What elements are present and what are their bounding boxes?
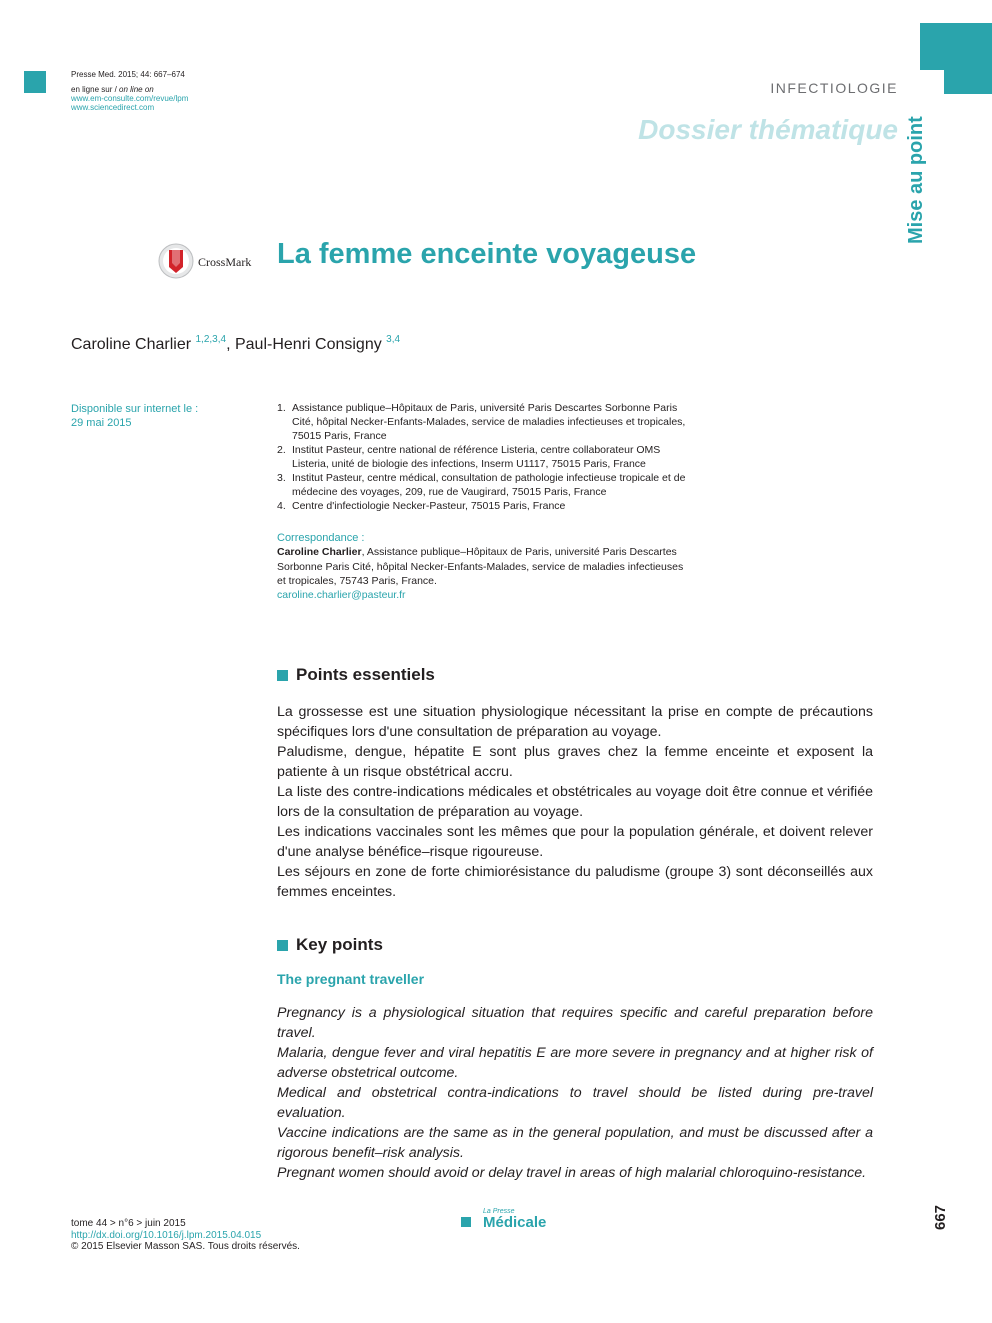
heading-square-icon (277, 940, 288, 951)
author-name: Paul-Henri Consigny (234, 336, 382, 353)
correspondence-label: Correspondance : (277, 532, 365, 544)
affiliation-item: 1. Assistance publique–Hôpitaux de Paris, université Paris Descartes Sorbonne Paris Cité, hôpital Necker-Enfants-Malades, service de maladies infectieuses et tropicales, 75015 Paris, France (277, 402, 686, 442)
article-title: La femme enceinte voyageuse (277, 238, 697, 270)
heading-square-icon (277, 670, 288, 681)
affiliation-item: 3. Institut Pasteur, centre médical, consultation de pathologie infectieuse tropicale et de médecine des voyages, 209, rue de Vaugirard, 75015 Paris, France (277, 472, 686, 498)
logo-big-text: Médicale (483, 1214, 547, 1231)
correspondence-address: Caroline Charlier, Assistance publique–Hôpitaux de Paris, université Paris Descartes Sorbonne Paris Cité, hôpital Necker-Enfants-Malades, service de maladies infectieuses et tropicales, 75743 Paris, France. (277, 546, 684, 587)
corner-square-decoration (24, 71, 46, 93)
logo-square-icon (461, 1217, 471, 1227)
key-points-subtitle: The pregnant traveller (277, 971, 425, 987)
points-essentiels-heading: Points essentiels (277, 665, 435, 685)
authors-line: Caroline Charlier $^{1,2,3,4}$, Paul-Henri Consigny $^{3,4}$ (71, 334, 401, 353)
footer-info (71, 1218, 300, 1253)
list-item: La liste des contre-indications médicales et obstétricales au voyage doit être connue et vérifiée lors de la consultation de préparation au voyage. (277, 784, 873, 820)
author-affiliation-refs: 3,4 (386, 334, 401, 345)
affiliations-list (277, 401, 687, 513)
list-item: Pregnant women should avoid or delay travel in areas of high malarial chloroquino-resistance. (277, 1165, 867, 1181)
sciencedirect-link[interactable]: www.sciencedirect.com (71, 103, 155, 112)
list-item: Les séjours en zone de forte chimiorésistance du paludisme (groupe 3) sont déconseillés aux femmes enceintes. (277, 864, 873, 900)
affiliation-item: 4. Centre d'infectiologie Necker-Pasteur, 75015 Paris, France (277, 500, 566, 512)
affiliation-item: 2. Institut Pasteur, centre national de référence Listeria, centre collaborateur OMS Listeria, unité de biologie des infections, Inserm U1117, 75015 Paris, France (277, 444, 661, 470)
crossmark-label: CrossMark (198, 255, 252, 269)
crossmark-icon (158, 243, 194, 279)
copyright: © 2015 Elsevier Masson SAS. Tous droits réservés. (71, 1241, 300, 1252)
points-essentiels-list (277, 702, 873, 902)
availability-date: 29 mai 2015 (71, 417, 132, 429)
em-consulte-link[interactable]: www.em-consulte.com/revue/lpm (71, 94, 189, 103)
availability-label: Disponible sur internet le : (71, 403, 199, 415)
page-number: 667 (932, 1204, 949, 1230)
logo-small-text: La Presse (483, 1208, 515, 1215)
key-points-list (277, 1003, 873, 1183)
list-item: Medical and obstetrical contra-indications to travel should be listed during pre-travel evaluation. (277, 1085, 873, 1121)
key-points-heading: Key points (277, 935, 383, 955)
section-label: INFECTIOLOGIE (770, 80, 898, 96)
issue-info: tome 44 > n°6 > juin 2015 (71, 1218, 186, 1229)
dossier-label: Dossier thématique (638, 114, 898, 145)
correspondence-block (277, 531, 687, 602)
list-item: La grossesse est une situation physiologique nécessitant la prise en compte de précautions spécifiques lors d'une consultation de préparation au voyage. (277, 704, 873, 740)
journal-citation: Presse Med. 2015; 44: 667–674 (71, 70, 185, 79)
author-affiliation-refs: 1,2,3,4 (195, 334, 227, 345)
correspondence-email-link[interactable]: caroline.charlier@pasteur.fr (277, 589, 406, 602)
availability-info (71, 402, 198, 430)
list-item: Paludisme, dengue, hépatite E sont plus graves chez la femme enceinte et exposent la patiente à un risque obstétrical accru. (277, 744, 873, 780)
side-label: Mise au point (905, 116, 927, 244)
list-item: Vaccine indications are the same as in the general population, and must be discussed after a rigorous benefit–risk analysis. (277, 1125, 873, 1161)
list-item: Les indications vaccinales sont les mêmes que pour la population générale, et doivent relever d'une analyse bénéfice–risque rigoureuse. (277, 824, 873, 860)
doi-link[interactable]: http://dx.doi.org/10.1016/j.lpm.2015.04.015 (71, 1229, 262, 1241)
author-name: Caroline Charlier (71, 336, 192, 353)
online-label: en ligne sur / on line on (71, 85, 154, 94)
list-item: Malaria, dengue fever and viral hepatitis E are more severe in pregnancy and at higher risk of adverse obstetrical outcome. (277, 1045, 873, 1081)
crossmark-badge[interactable] (158, 243, 258, 283)
list-item: Pregnancy is a physiological situation that requires specific and careful preparation before travel. (277, 1005, 873, 1041)
corner-notch-decoration (920, 70, 944, 94)
journal-info (71, 70, 188, 112)
